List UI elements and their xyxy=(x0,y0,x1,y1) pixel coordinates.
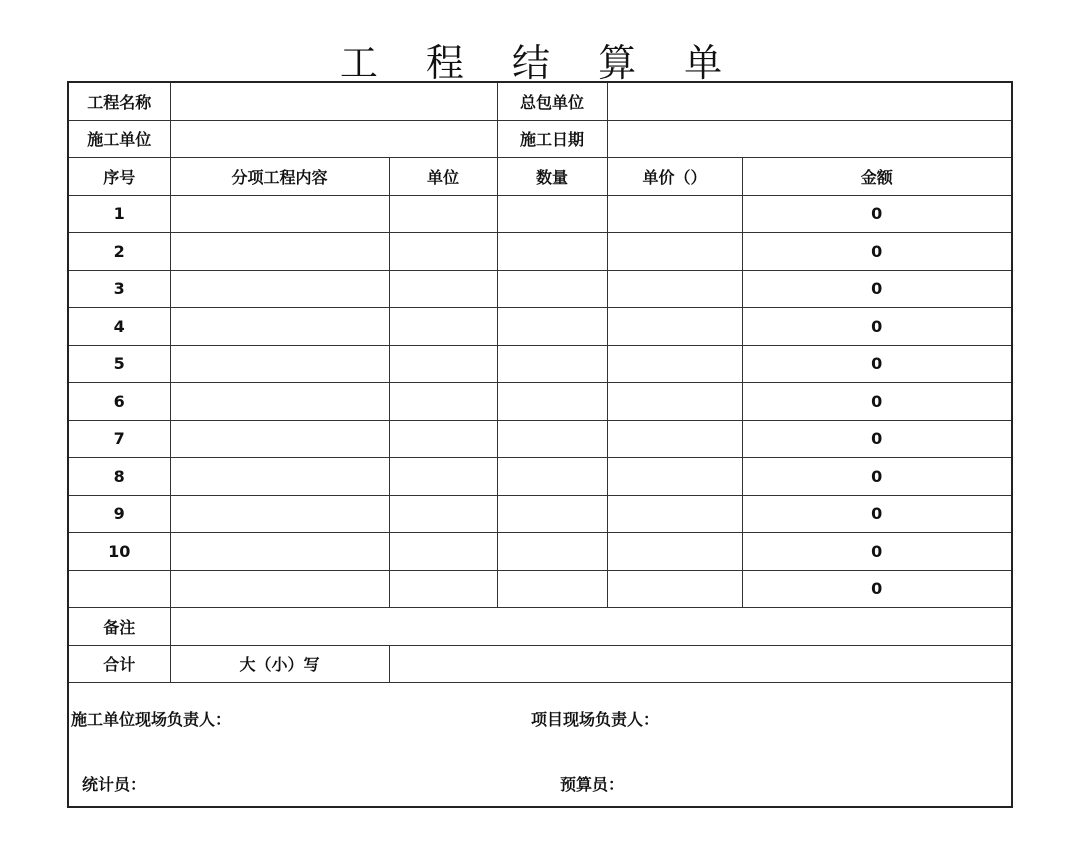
table-row xyxy=(69,233,1011,271)
row-number xyxy=(69,570,170,608)
unit-cell[interactable] xyxy=(389,495,497,533)
amount-cell: 0 xyxy=(742,495,1011,533)
unit-price-cell[interactable] xyxy=(607,383,742,421)
row-number: 5 xyxy=(69,345,170,383)
quantity-cell[interactable] xyxy=(497,270,607,308)
info-row-2 xyxy=(69,120,1011,158)
item-content-cell[interactable] xyxy=(170,383,389,421)
quantity-cell[interactable] xyxy=(497,308,607,346)
total-words-label: 大（小）写 xyxy=(170,645,389,683)
column-header: 金额 xyxy=(742,158,1011,196)
remarks-row xyxy=(69,608,1011,646)
item-content-cell[interactable] xyxy=(170,345,389,383)
row-number: 2 xyxy=(69,233,170,271)
page-title: 工 程 结 算 单 xyxy=(339,41,741,85)
remarks-field[interactable] xyxy=(170,608,1011,646)
item-content-cell[interactable] xyxy=(170,308,389,346)
unit-cell[interactable] xyxy=(389,420,497,458)
unit-price-cell[interactable] xyxy=(607,345,742,383)
general-contractor-label: 总包单位 xyxy=(497,83,607,120)
unit-price-cell[interactable] xyxy=(607,495,742,533)
project-manager-signature-label: 项目现场负责人： xyxy=(531,710,660,729)
unit-cell[interactable] xyxy=(389,233,497,271)
item-content-cell[interactable] xyxy=(170,420,389,458)
column-header-row xyxy=(69,158,1011,196)
amount-cell: 0 xyxy=(742,345,1011,383)
statistician-signature-label: 统计员： xyxy=(82,775,147,794)
unit-cell[interactable] xyxy=(389,345,497,383)
amount-cell: 0 xyxy=(742,533,1011,571)
table-row xyxy=(69,533,1011,571)
unit-price-cell[interactable] xyxy=(607,533,742,571)
amount-cell: 0 xyxy=(742,308,1011,346)
table-row xyxy=(69,308,1011,346)
row-number: 6 xyxy=(69,383,170,421)
settlement-table xyxy=(69,83,1011,683)
amount-cell: 0 xyxy=(742,195,1011,233)
table-row xyxy=(69,570,1011,608)
unit-cell[interactable] xyxy=(389,308,497,346)
unit-cell[interactable] xyxy=(389,458,497,496)
construction-unit-field[interactable] xyxy=(170,120,497,158)
unit-price-cell[interactable] xyxy=(607,195,742,233)
item-content-cell[interactable] xyxy=(170,458,389,496)
amount-cell: 0 xyxy=(742,570,1011,608)
quantity-cell[interactable] xyxy=(497,345,607,383)
unit-price-cell[interactable] xyxy=(607,233,742,271)
column-header: 分项工程内容 xyxy=(170,158,389,196)
unit-price-cell[interactable] xyxy=(607,458,742,496)
table-row xyxy=(69,495,1011,533)
amount-cell: 0 xyxy=(742,383,1011,421)
budgeter-signature-label: 预算员： xyxy=(560,775,625,794)
unit-price-cell[interactable] xyxy=(607,420,742,458)
quantity-cell[interactable] xyxy=(497,195,607,233)
table-row xyxy=(69,383,1011,421)
item-content-cell[interactable] xyxy=(170,533,389,571)
general-contractor-field[interactable] xyxy=(607,83,1011,120)
table-row xyxy=(69,420,1011,458)
item-content-cell[interactable] xyxy=(170,495,389,533)
total-row xyxy=(69,645,1011,683)
column-header: 数量 xyxy=(497,158,607,196)
project-name-label: 工程名称 xyxy=(69,83,170,120)
quantity-cell[interactable] xyxy=(497,383,607,421)
column-header: 单价（） xyxy=(607,158,742,196)
unit-cell[interactable] xyxy=(389,383,497,421)
settlement-form xyxy=(67,81,1013,808)
quantity-cell[interactable] xyxy=(497,233,607,271)
item-content-cell[interactable] xyxy=(170,233,389,271)
quantity-cell[interactable] xyxy=(497,495,607,533)
column-header: 序号 xyxy=(69,158,170,196)
quantity-cell[interactable] xyxy=(497,533,607,571)
amount-cell: 0 xyxy=(742,270,1011,308)
amount-cell: 0 xyxy=(742,233,1011,271)
table-row xyxy=(69,270,1011,308)
total-amount-field[interactable] xyxy=(389,645,1011,683)
quantity-cell[interactable] xyxy=(497,458,607,496)
info-row-1 xyxy=(69,83,1011,120)
construction-date-field[interactable] xyxy=(607,120,1011,158)
row-number: 3 xyxy=(69,270,170,308)
construction-date-label: 施工日期 xyxy=(497,120,607,158)
total-label: 合计 xyxy=(69,645,170,683)
column-header: 单位 xyxy=(389,158,497,196)
table-row xyxy=(69,195,1011,233)
row-number: 8 xyxy=(69,458,170,496)
remarks-label: 备注 xyxy=(69,608,170,646)
row-number: 1 xyxy=(69,195,170,233)
quantity-cell[interactable] xyxy=(497,570,607,608)
row-number: 9 xyxy=(69,495,170,533)
row-number: 10 xyxy=(69,533,170,571)
table-row xyxy=(69,345,1011,383)
project-name-field[interactable] xyxy=(170,83,497,120)
row-number: 7 xyxy=(69,420,170,458)
quantity-cell[interactable] xyxy=(497,420,607,458)
construction-unit-label: 施工单位 xyxy=(69,120,170,158)
unit-price-cell[interactable] xyxy=(607,270,742,308)
row-number: 4 xyxy=(69,308,170,346)
item-content-cell[interactable] xyxy=(170,570,389,608)
unit-price-cell[interactable] xyxy=(607,308,742,346)
site-manager-signature-label: 施工单位现场负责人： xyxy=(71,710,232,729)
table-row xyxy=(69,458,1011,496)
item-content-cell[interactable] xyxy=(170,270,389,308)
unit-cell[interactable] xyxy=(389,270,497,308)
amount-cell: 0 xyxy=(742,420,1011,458)
unit-cell[interactable] xyxy=(389,570,497,608)
unit-cell[interactable] xyxy=(389,195,497,233)
unit-cell[interactable] xyxy=(389,533,497,571)
item-content-cell[interactable] xyxy=(170,195,389,233)
unit-price-cell[interactable] xyxy=(607,570,742,608)
amount-cell: 0 xyxy=(742,458,1011,496)
